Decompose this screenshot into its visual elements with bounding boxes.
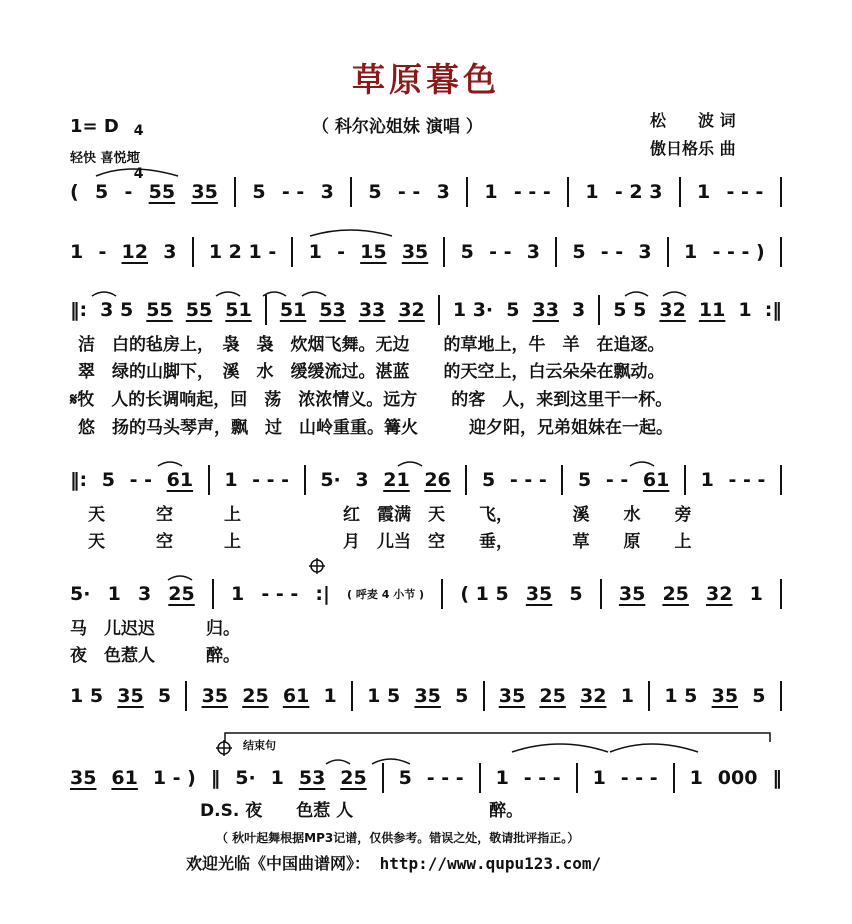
score-token: 5 [482, 469, 496, 491]
score-token: - [124, 181, 133, 203]
score-token: 5 [460, 241, 474, 263]
score-token: - - - [523, 767, 561, 789]
score-token: 3 [137, 583, 152, 605]
score-token: 1 [684, 241, 698, 263]
tempo-marking: 轻快 喜悦地 [70, 151, 140, 166]
score-token: 35 [414, 685, 441, 707]
score-token: 5· [320, 469, 341, 491]
score-token: - - - [620, 767, 658, 789]
key-signature: 1= D [70, 116, 119, 137]
meter-top: 4 [133, 123, 144, 139]
lyric-tail-2: 夜 色惹人 醉。 [70, 646, 240, 666]
score-token: 5 5 [613, 299, 647, 321]
score-token: 25 [168, 583, 195, 605]
score-token: 32 [659, 299, 686, 321]
score-token: 25 [539, 685, 566, 707]
score-token: 5 [368, 181, 382, 203]
score-token: - [337, 241, 345, 263]
score-token: 1 [592, 767, 606, 789]
score-token: 1 [738, 299, 752, 321]
score-token: 1 [484, 181, 498, 203]
score-token: - - [397, 181, 421, 203]
score-token: ‖ [772, 767, 782, 789]
score-token: 1 [696, 181, 711, 203]
score-token: 25 [242, 685, 269, 707]
score-token: 1 [749, 583, 763, 605]
score-token: 3 5 [100, 299, 134, 321]
lyric-tail-1: 马 儿迟迟 归。 [70, 619, 240, 639]
score-token: ‖: [70, 299, 88, 321]
score-token: 1 [495, 767, 509, 789]
slur-arc [630, 462, 654, 466]
score-token: 5 [572, 241, 586, 263]
score-token: 1 [323, 685, 337, 707]
score-token: 61 [642, 469, 670, 491]
score-token: 32 [706, 583, 733, 605]
website-footer: 欢迎光临《中国曲谱网》： http://www.qupu123.com/ [186, 854, 602, 873]
score-token: ( 呼麦 4 小节 ) [347, 588, 425, 601]
score-token: 5 [157, 685, 172, 707]
slur-arc [96, 169, 178, 176]
score-token: 5 [455, 685, 469, 707]
score-token: 35 [191, 181, 218, 203]
slur-arc [512, 744, 608, 752]
score-token: 5 [569, 583, 583, 605]
score-token: 1 [620, 685, 634, 707]
score-token: 3 [320, 181, 334, 203]
score-token: 1 [224, 469, 238, 491]
score-token: 25 [340, 767, 367, 789]
score-token: 3 [526, 241, 540, 263]
slur-arc [372, 759, 410, 764]
score-token: 5 [252, 181, 266, 203]
score-token: 3 [638, 241, 652, 263]
score-token: 35 [117, 685, 144, 707]
score-token: 000 [717, 767, 758, 789]
slur-arc [663, 292, 686, 296]
score-token: 35 [618, 583, 646, 605]
score-token: 12 [121, 241, 148, 263]
score-token: 1 5 [664, 685, 698, 707]
score-token: 35 [525, 583, 553, 605]
score-token: 32 [398, 299, 425, 321]
slur-arc [92, 292, 116, 296]
meter-bottom: 4 [133, 166, 144, 182]
score-token: 53 [298, 767, 326, 789]
score-token: 1 [585, 181, 599, 203]
composer-credit: 傲日格乐 曲 [650, 139, 736, 158]
lyric-ending: D.S. 夜 色惹 人 醉。 [200, 801, 524, 821]
score-token: 51 [225, 299, 252, 321]
score-token: 21 [383, 469, 410, 491]
score-token: - - - [509, 469, 547, 491]
score-token: 61 [166, 469, 194, 491]
lyric-verse-2: 翠 绿的山脚下， 溪 水 缓缓流过。湛蓝 的天空上，白云朵朵在飘动。 [78, 362, 665, 382]
score-token: 35 [201, 685, 229, 707]
slur-arc [610, 744, 698, 752]
score-token: - - - ) [712, 241, 765, 263]
score-token: 35 [711, 685, 739, 707]
score-token: 25 [662, 583, 689, 605]
slur-arc [263, 292, 286, 296]
score-token: 5· [70, 583, 91, 605]
lyricist-credit: 松 波 词 [650, 111, 736, 130]
slur-arc [625, 292, 648, 296]
score-token: 1 5 [70, 685, 104, 707]
lyric-verse-3: 𝄋牧 人的长调响起，回 荡 浓浓情义。远方 的客 人，来到这里干一杯。 [70, 390, 673, 410]
slur-arc [302, 292, 326, 296]
score-token: 5 [101, 469, 115, 491]
score-token: 33 [358, 299, 386, 321]
score-token: 55 [148, 181, 176, 203]
score-token: 35 [70, 767, 97, 789]
score-token: - [98, 241, 107, 263]
slur-arc [158, 462, 182, 466]
ending-phrase-label: 结束句 [243, 739, 276, 752]
score-token: :‖ [764, 299, 782, 321]
score-token: - - - [261, 583, 299, 605]
score-token: 5 [398, 767, 412, 789]
score-token: 55 [146, 299, 173, 321]
slur-arc [398, 462, 422, 466]
lyric-verse-1: 洁 白的毡房上， 袅 袅 炊烟飞舞。无边 的草地上，牛 羊 在追逐。 [78, 335, 665, 355]
score-token: 1 2 1 - [208, 241, 277, 263]
score-token: 15 [360, 241, 387, 263]
score-token: 61 [282, 685, 310, 707]
score-token: ‖: [70, 469, 88, 491]
score-token: 53 [319, 299, 346, 321]
score-token: :| [315, 583, 330, 605]
score-token: - - [281, 181, 305, 203]
slur-arc [326, 760, 350, 764]
score-token: ( 1 5 [460, 583, 509, 605]
score-token: 1 [70, 241, 84, 263]
score-token: 1 [308, 241, 322, 263]
score-token: - - - [513, 181, 551, 203]
score-token: - - - [726, 181, 764, 203]
score-token: - 2 3 [614, 181, 663, 203]
score-token: 1 [270, 767, 284, 789]
score-token: 5 [752, 685, 766, 707]
score-token: 51 [279, 299, 307, 321]
score-token: - - [605, 469, 629, 491]
slur-arc [310, 230, 392, 236]
score-token: 35 [401, 241, 429, 263]
score-token: 3 [163, 241, 177, 263]
score-token: 26 [424, 469, 451, 491]
score-token: 1 [700, 469, 714, 491]
score-token: ( [70, 181, 79, 203]
ending-bracket [225, 733, 770, 742]
score-token: 1 - ) [152, 767, 196, 789]
score-token: - - - [728, 469, 766, 491]
score-token: 1 3· [452, 299, 494, 321]
slur-arc [216, 292, 240, 296]
performer-subtitle: （ 科尔沁姐妹 演唱 ） [312, 117, 483, 137]
score-token: - - [489, 241, 512, 263]
score-token: 3 [436, 181, 450, 203]
score-token: 33 [532, 299, 559, 321]
transcription-note: （ 秋叶起舞根据MP3记谱，仅供参考。错误之处，敬请批评指正。） [216, 831, 580, 845]
score-token: 5 [578, 469, 592, 491]
score-token: 35 [498, 685, 526, 707]
score-token: 5 [94, 181, 109, 203]
slur-arc [168, 576, 192, 580]
score-token: 55 [185, 299, 213, 321]
score-token: - - - [252, 469, 290, 491]
score-token: 1 [107, 583, 121, 605]
score-token: - - [129, 469, 152, 491]
score-token: 32 [580, 685, 607, 707]
score-token: 11 [698, 299, 726, 321]
score-token: 3 [571, 299, 586, 321]
lyric-chorus-1: 天 空 上 红 霞满 天 飞， 溪 水 旁 [88, 505, 692, 525]
score-token: 1 [231, 583, 245, 605]
score-token: ‖ [210, 767, 221, 789]
song-title: 草原暮色 [352, 60, 500, 99]
lyric-verse-4: 悠 扬的马头琴声，飘 过 山岭重重。篝火 迎夕阳，兄弟姐妹在一起。 [78, 418, 673, 438]
score-token: 1 5 [367, 685, 401, 707]
score-token: 5· [235, 767, 256, 789]
score-token: 3 [355, 469, 369, 491]
score-token: - - [600, 241, 624, 263]
score-token: - - - [426, 767, 464, 789]
lyric-chorus-2: 天 空 上 月 儿当 空 垂， 草 原 上 [88, 532, 692, 552]
score-token: 61 [111, 767, 138, 789]
score-token: 5 [506, 299, 520, 321]
score-token: 1 [689, 767, 703, 789]
